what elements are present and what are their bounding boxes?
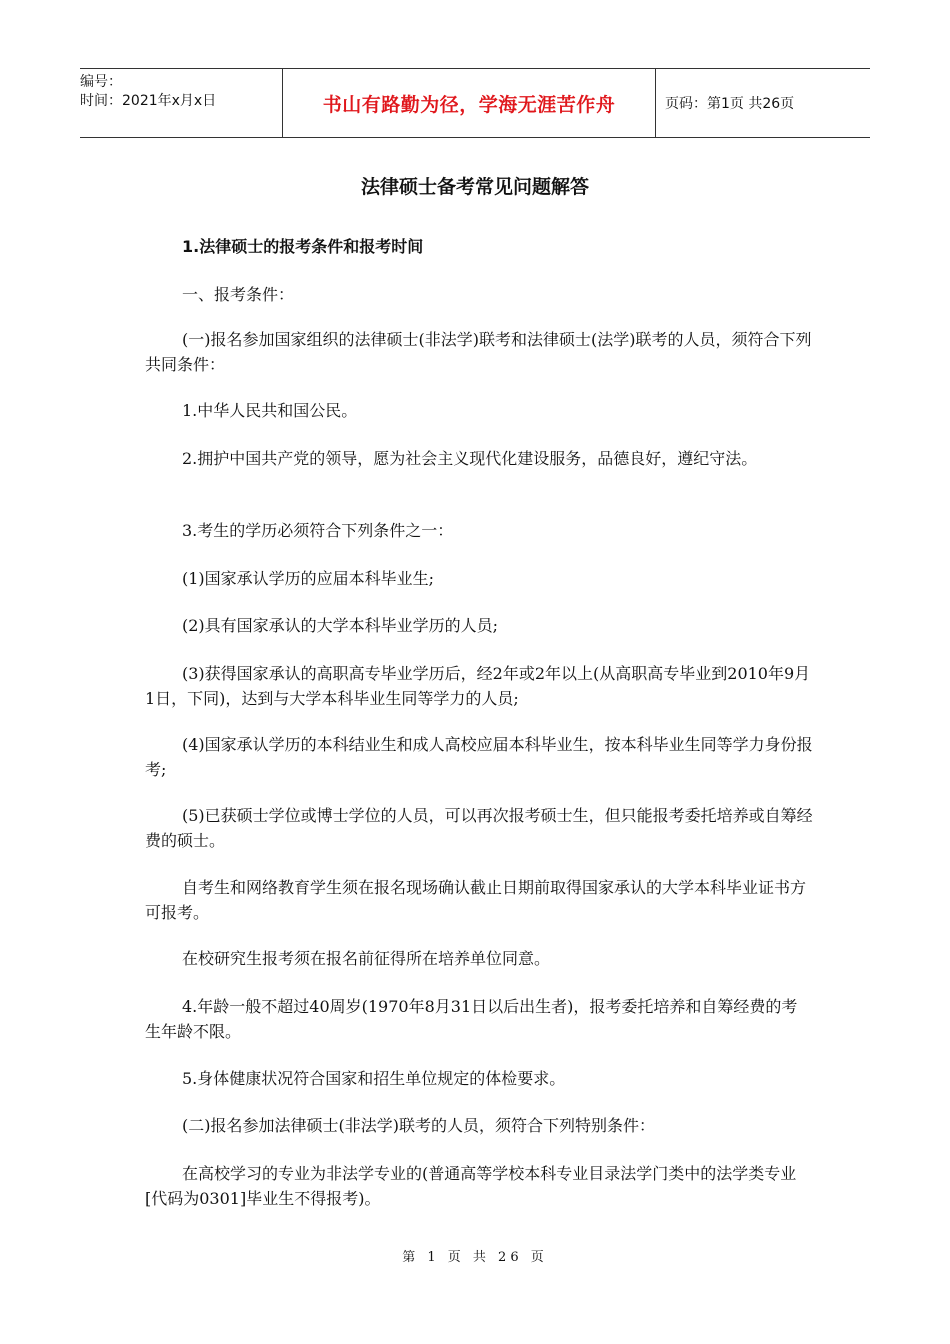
paragraph: (5)已获硕士学位或博士学位的人员，可以再次报考硕士生，但只能报考委托培养或自筹经费的硕士。 [145,806,813,850]
paragraph: 在校研究生报考须在报名前征得所在培养单位同意。 [182,949,551,968]
header-page-cell [655,69,870,137]
header-slogan-cell [282,69,656,137]
header-slogan: 书山有路勤为径，学海无涯苦作舟 [322,93,616,116]
paragraph: 2.拥护中国共产党的领导，愿为社会主义现代化建设服务，品德良好，遵纪守法。 [182,449,758,468]
header-page-label: 页码：第1页 共26页 [665,96,795,112]
paragraph: (一)报名参加国家组织的法律硕士(非法学)联考和法律硕士(法学)联考的人员，须符合下列共同条件： [145,330,812,374]
paragraph: 自考生和网络教育学生须在报名现场确认截止日期前取得国家承认的大学本科毕业证书方可报考。 [145,878,807,922]
paragraph: 5.身体健康状况符合国家和招生单位规定的体检要求。 [182,1069,566,1088]
paragraph: (3)获得国家承认的高职高专毕业学历后，经2年或2年以上(从高职高专毕业到2010年9月1日，下同)，达到与大学本科毕业生同等学力的人员; [145,664,811,708]
time-label: 时间：2021年x月x日 [80,93,217,109]
paragraph: 在高校学习的专业为非法学专业的(普通高等学校本科专业目录法学门类中的法学类专业[代码为0301]毕业生不得报考)。 [145,1164,797,1208]
page-header [80,68,870,138]
paragraph: 3.考生的学历必须符合下列条件之一： [182,521,454,540]
paragraph: (2)具有国家承认的大学本科毕业学历的人员; [182,616,499,635]
document-title: 法律硕士备考常见问题解答 [360,176,589,198]
paragraph: 一、报考条件： [182,285,295,304]
paragraph: (1)国家承认学历的应届本科毕业生; [182,569,435,588]
section-heading: 1.法律硕士的报考条件和报考时间 [182,237,424,256]
paragraph: 4.年龄一般不超过40周岁(1970年8月31日以后出生者)，报考委托培养和自筹经费的考生年龄不限。 [145,997,798,1041]
serial-label: 编号： [80,74,122,90]
header-meta [80,69,280,137]
page-footer: 第 1 页 共 26 页 [402,1250,548,1265]
paragraph: (二)报名参加法律硕士(非法学)联考的人员，须符合下列特别条件： [182,1116,655,1135]
paragraph: 1.中华人民共和国公民。 [182,401,358,420]
paragraph: (4)国家承认学历的本科结业生和成人高校应届本科毕业生，按本科毕业生同等学力身份报考; [145,735,813,779]
